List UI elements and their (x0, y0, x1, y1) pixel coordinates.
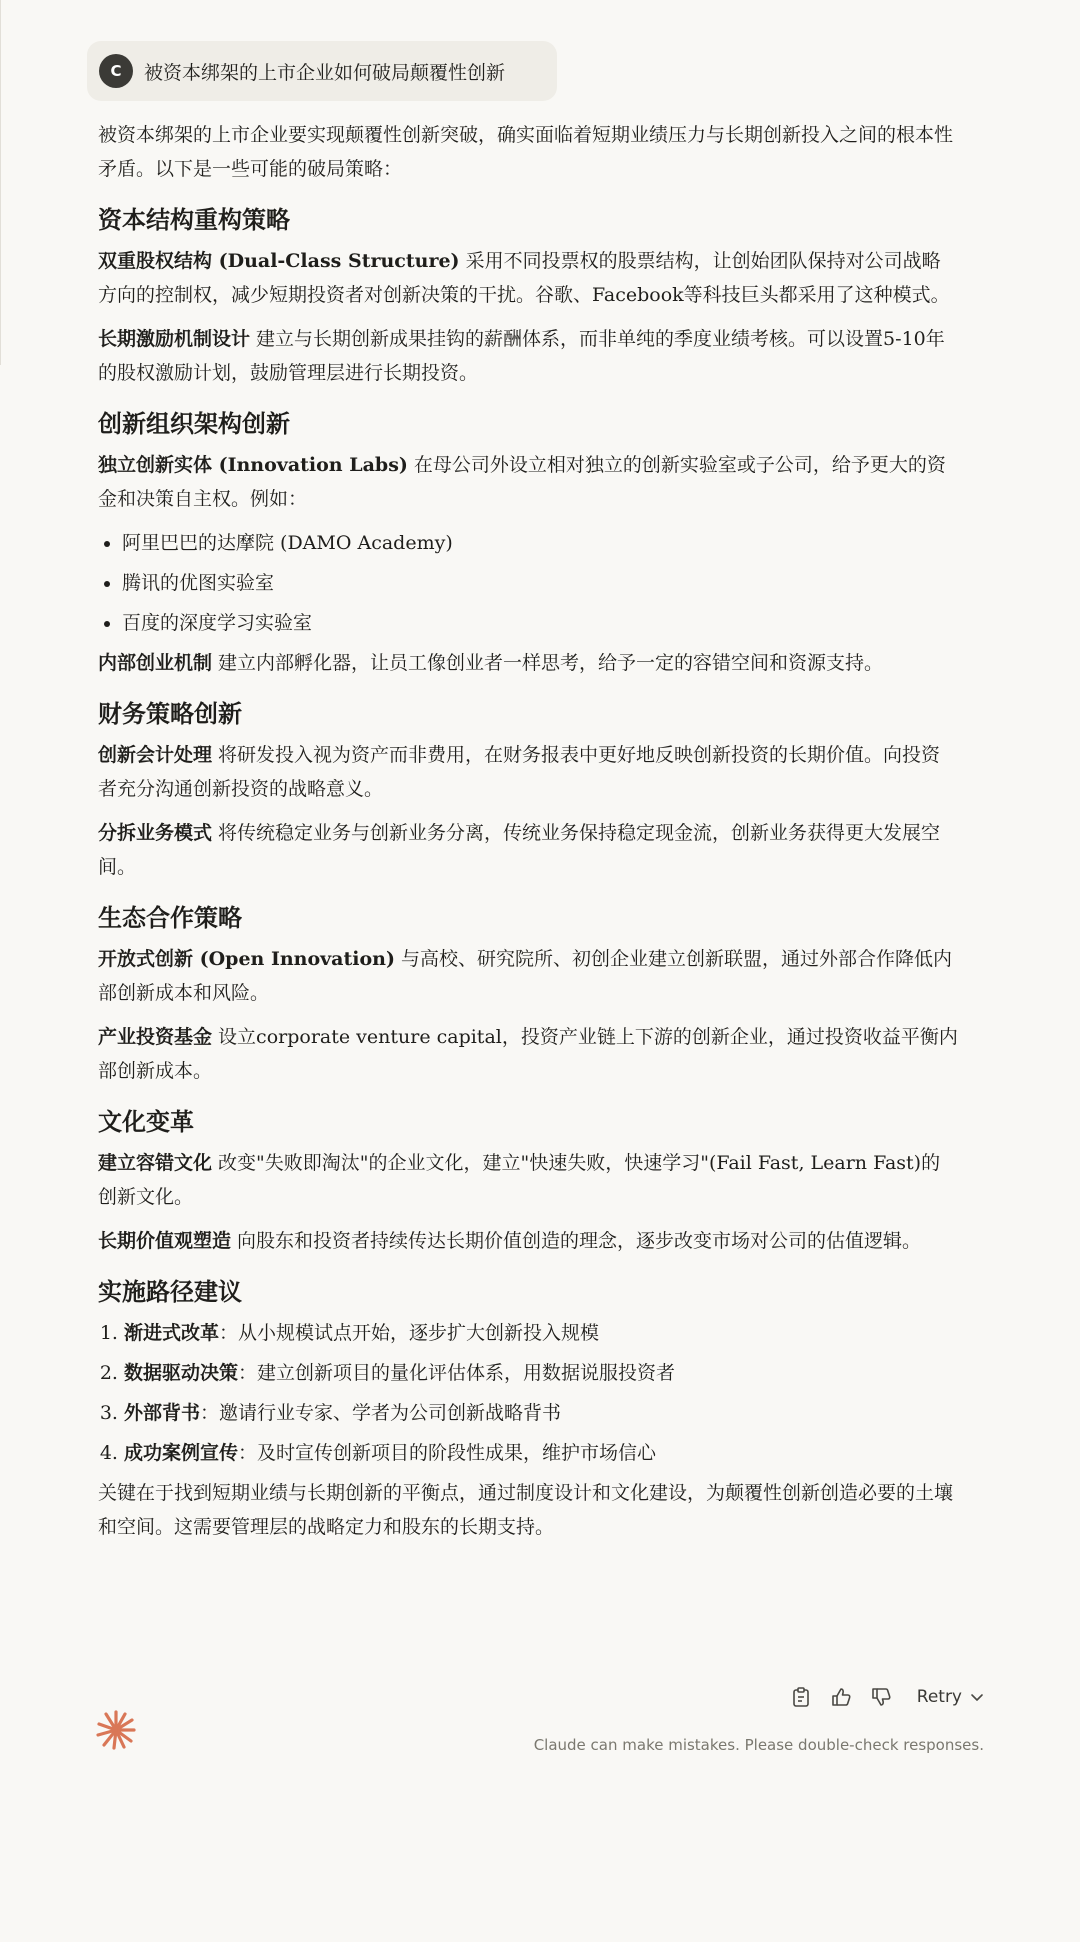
paragraph (98, 816, 958, 884)
list-item-text: ：邀请行业专家、学者为公司创新战略背书 (200, 1402, 562, 1424)
list-item (124, 1396, 958, 1430)
bold-term: 数据驱动决策 (124, 1362, 239, 1384)
list-item-text: ：建立创新项目的量化评估体系，用数据说服投资者 (238, 1362, 676, 1384)
bold-term: 开放式创新 (Open Innovation) (98, 948, 395, 970)
section-heading: 文化变革 (98, 1107, 194, 1136)
paragraph-text: 将传统稳定业务与创新业务分离，传统业务保持稳定现金流，创新业务获得更大发展空间。 (98, 822, 941, 878)
bullet-list (98, 526, 958, 640)
bold-term: 双重股权结构 (Dual-Class Structure) (98, 250, 460, 272)
disclaimer-text: Claude can make mistakes. Please double-check responses. (533, 1736, 984, 1754)
thumbs-up-icon[interactable] (829, 1685, 853, 1709)
list-item-text: ：从小规模试点开始，逐步扩大创新投入规模 (219, 1322, 600, 1344)
list-item: • 阿里巴巴的达摩院 (DAMO Academy) (122, 526, 958, 560)
paragraph-text: 与高校、研究院所、初创企业建立创新联盟，通过外部合作降低内部创新成本和风险。 (98, 948, 953, 1004)
paragraph-text: 将研发投入视为资产而非费用，在财务报表中更好地反映创新投资的长期价值。向投资者充分沟通创新投资的战略意义。 (98, 744, 941, 800)
section-heading: 实施路径建议 (98, 1277, 242, 1306)
list-item (124, 1316, 958, 1350)
retry-label: Retry (916, 1687, 962, 1707)
bold-term: 内部创业机制 (98, 652, 213, 674)
copy-icon[interactable] (789, 1685, 813, 1709)
intro-paragraph: 被资本绑架的上市企业要实现颠覆性创新突破，确实面临着短期业绩压力与长期创新投入之间的根本性矛盾。以下是一些可能的破局策略： (98, 124, 954, 180)
sidebar-edge (0, 0, 1, 365)
paragraph-text: 向股东和投资者持续传达长期价值创造的理念，逐步改变市场对公司的估值逻辑。 (231, 1230, 922, 1252)
bold-term: 独立创新实体 (Innovation Labs) (98, 454, 408, 476)
bold-term: 长期激励机制设计 (98, 328, 251, 350)
list-item (124, 1436, 958, 1470)
user-message (87, 41, 557, 101)
assistant-response (98, 118, 958, 1554)
paragraph (98, 244, 958, 312)
bold-term: 创新会计处理 (98, 744, 213, 766)
bold-term: 分拆业务模式 (98, 822, 213, 844)
bold-term: 渐进式改革 (124, 1322, 220, 1344)
list-item-text: ：及时宣传创新项目的阶段性成果，维护市场信心 (238, 1442, 657, 1464)
paragraph (98, 1224, 958, 1258)
bold-term: 外部背书 (124, 1402, 201, 1424)
paragraph-text: 采用不同投票权的股票结构，让创始团队保持对公司战略方向的控制权，减少短期投资者对创新决策的干扰。谷歌、Facebook等科技巨头都采用了这种模式。 (98, 250, 950, 306)
numbered-list (98, 1316, 958, 1470)
paragraph-text: 改变"失败即淘汰"的企业文化，建立"快速失败，快速学习"(Fail Fast, Learn Fast)的创新文化。 (98, 1152, 941, 1208)
paragraph-text: 建立内部孵化器，让员工像创业者一样思考，给予一定的容错空间和资源支持。 (212, 652, 884, 674)
paragraph (98, 738, 958, 806)
paragraph (98, 646, 958, 680)
paragraph (98, 322, 958, 390)
bold-term: 建立容错文化 (98, 1152, 213, 1174)
section-heading: 财务策略创新 (98, 699, 242, 728)
user-prompt-text: 被资本绑架的上市企业如何破局颠覆性创新 (144, 61, 506, 84)
message-actions (789, 1685, 984, 1709)
paragraph (98, 942, 958, 1010)
section-heading: 生态合作策略 (98, 903, 242, 932)
paragraph-text: 设立corporate venture capital，投资产业链上下游的创新企业，通过投资收益平衡内部创新成本。 (98, 1026, 958, 1082)
list-item (124, 1356, 958, 1390)
conclusion-paragraph: 关键在于找到短期业绩与长期创新的平衡点，通过制度设计和文化建设，为颠覆性创新创造必要的土壤和空间。这需要管理层的战略定力和股东的长期支持。 (98, 1482, 954, 1538)
section-heading: 创新组织架构创新 (98, 409, 290, 438)
paragraph (98, 1146, 958, 1214)
paragraph-text: 建立与长期创新成果挂钩的薪酬体系，而非单纯的季度业绩考核。可以设置5-10年的股权激励计划，鼓励管理层进行长期投资。 (98, 328, 945, 384)
paragraph (98, 448, 958, 516)
user-avatar: C (99, 54, 133, 88)
bold-term: 成功案例宣传 (124, 1442, 239, 1464)
thumbs-down-icon[interactable] (869, 1685, 893, 1709)
list-item: • 百度的深度学习实验室 (122, 606, 958, 640)
section-heading: 资本结构重构策略 (98, 205, 290, 234)
retry-button[interactable] (917, 1687, 984, 1707)
chevron-down-icon (970, 1690, 984, 1704)
claude-logo-icon (95, 1709, 137, 1751)
list-item: • 腾讯的优图实验室 (122, 566, 958, 600)
bold-term: 长期价值观塑造 (98, 1230, 232, 1252)
paragraph-text: 在母公司外设立相对独立的创新实验室或子公司，给予更大的资金和决策自主权。例如： (98, 454, 946, 510)
paragraph (98, 1020, 958, 1088)
bold-term: 产业投资基金 (98, 1026, 213, 1048)
